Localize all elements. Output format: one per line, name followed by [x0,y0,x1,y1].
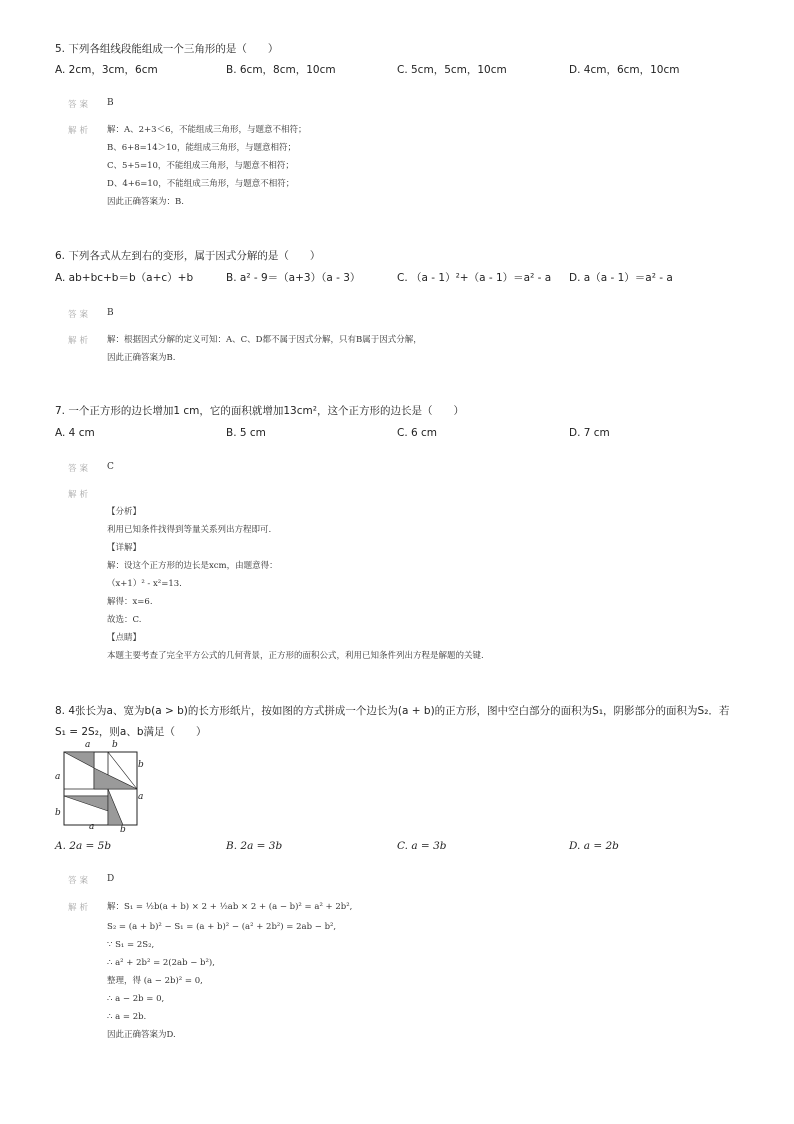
q5-option-b: B. 6cm，8cm，10cm [226,64,336,76]
q8-analysis-line: ∵ S₁ = 2S₂, [107,940,155,950]
question-8-stem-line2: S₁ = 2S₂，则a、b满足（ ） [55,726,207,738]
q8-option-a: A. 2a = 5b [55,840,112,852]
q5-analysis-line: C、5+5=10，不能组成三角形，与题意不相符； [107,161,294,171]
q7-analysis-label: 解析 [68,490,92,500]
q8-option-d: D. a = 2b [569,840,619,852]
q8-answer-label: 答案 [68,876,92,886]
figure-label-a-left: a [55,772,61,782]
q6-option-b: B. a² - 9＝（a+3）（a - 3） [226,272,361,284]
q6-option-c: C. （a - 1）²+（a - 1）＝a² - a [397,272,552,284]
q5-option-d: D. 4cm，6cm，10cm [569,64,680,76]
square-diagram [50,738,160,838]
q8-option-c: C. a = 3b [397,840,447,852]
q8-analysis-label: 解析 [68,903,92,913]
q7-analysis-line: 【详解】 [107,543,142,553]
q8-analysis-line: ∴ a = 2b. [107,1012,147,1022]
q8-answer: D [107,874,115,884]
q7-analysis-line: 【分析】 [107,507,142,517]
rectangle-tiling-figure [50,738,160,838]
q8-analysis-line: 解：S₁ = ½b(a + b) × 2 + ½ab × 2 + (a − b)² = a² + 2b², [107,902,353,912]
figure-label-a-bottom: a [89,822,95,832]
q8-analysis-line: ∴ a − 2b = 0, [107,994,165,1004]
q5-answer: B [107,98,114,108]
q7-option-a: A. 4 cm [55,427,95,439]
q6-answer-label: 答案 [68,310,92,320]
q5-analysis-line: 解：A、2+3＜6，不能组成三角形，与题意不相符； [107,125,307,135]
q7-analysis-line: 利用已知条件找得到等量关系列出方程即可. [107,525,272,535]
q6-option-a: A. ab+bc+b＝b（a+c）+b [55,272,194,284]
q6-analysis-label: 解析 [68,336,92,346]
figure-label-b-bottom: b [120,825,126,835]
figure-label-b-top: b [112,740,118,750]
q7-analysis-line: 解得：x=6. [107,597,153,607]
q7-option-c: C. 6 cm [397,427,438,439]
q6-analysis-line: 因此正确答案为B. [107,353,176,363]
q5-analysis-line: 因此正确答案为：B. [107,197,184,207]
q5-option-c: C. 5cm，5cm，10cm [397,64,507,76]
q7-option-b: B. 5 cm [226,427,266,439]
q5-analysis-label: 解析 [68,126,92,136]
question-8-stem: 8. 4张长为a、宽为b(a > b)的长方形纸片，按如图的方式拼成一个边长为(a + b)的正方形，图中空白部分的面积为S₁，阴影部分的面积为S₂．若 [55,705,730,717]
q8-analysis-line: 因此正确答案为D. [107,1030,176,1040]
q6-option-d: D. a（a - 1）＝a² - a [569,272,673,284]
figure-label-a-top: a [85,740,91,750]
q5-answer-label: 答案 [68,100,92,110]
q7-option-d: D. 7 cm [569,427,610,439]
figure-label-b-right: b [138,760,144,770]
q8-analysis-line: 整理，得 (a − 2b)² = 0, [107,976,203,986]
q7-answer: C [107,462,114,472]
q5-analysis-line: B、6+8=14＞10，能组成三角形，与题意相符； [107,143,296,153]
question-7-stem: 7. 一个正方形的边长增加1 cm，它的面积就增加13cm²，这个正方形的边长是（ ） [55,405,464,417]
q7-analysis-line: （x+1）² - x²=13. [107,579,182,589]
q8-analysis-line: ∴ a² + 2b² = 2(2ab − b²), [107,958,215,968]
figure-label-a-right: a [138,792,144,802]
question-5-stem: 5. 下列各组线段能组成一个三角形的是（ ） [55,43,279,55]
q7-answer-label: 答案 [68,464,92,474]
q6-answer: B [107,308,114,318]
question-6-stem: 6. 下列各式从左到右的变形，属于因式分解的是（ ） [55,250,321,262]
q7-analysis-line: 【点睛】 [107,633,142,643]
q7-analysis-line: 故选：C. [107,615,142,625]
q5-analysis-line: D、4+6=10，不能组成三角形，与题意不相符； [107,179,295,189]
q6-analysis-line: 解：根据因式分解的定义可知：A、C、D都不属于因式分解，只有B属于因式分解， [107,335,422,345]
q8-analysis-line: S₂ = (a + b)² − S₁ = (a + b)² − (a² + 2b²) = 2ab − b², [107,922,337,932]
figure-label-b-left: b [55,808,61,818]
q5-option-a: A. 2cm，3cm，6cm [55,64,158,76]
q7-analysis-line: 解：设这个正方形的边长是xcm，由题意得： [107,561,278,571]
q8-option-b: B. 2a = 3b [226,840,283,852]
q7-analysis-line: 本题主要考查了完全平方公式的几何背景，正方形的面积公式，利用已知条件列出方程是解题的关键. [107,651,484,661]
